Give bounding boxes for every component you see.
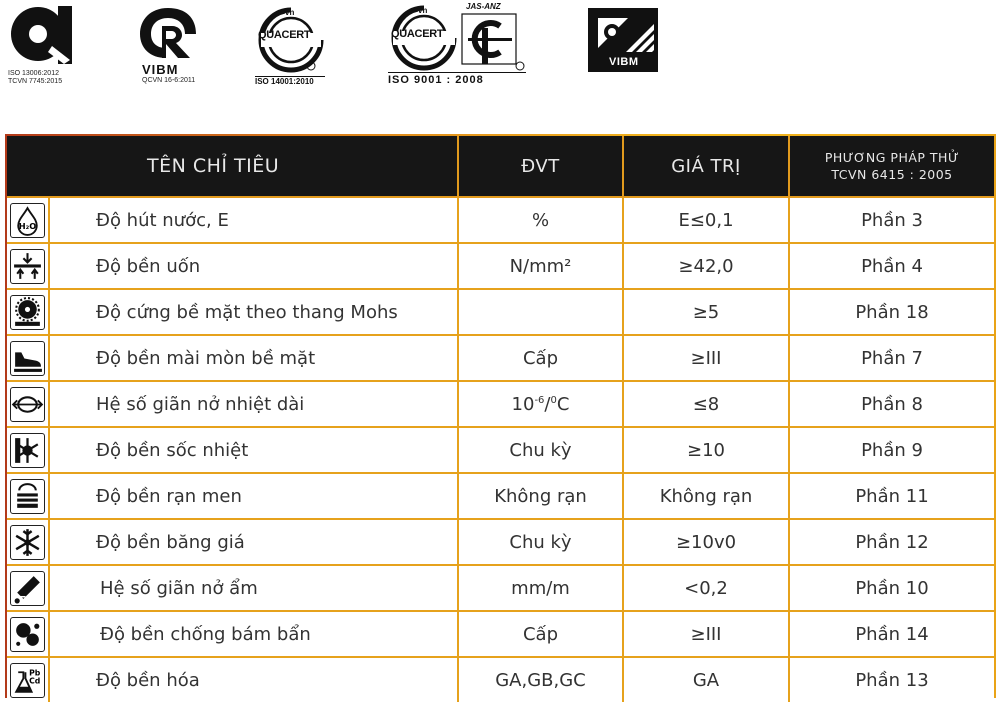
qr-mark-icon	[132, 4, 204, 60]
row-method: Phần 10	[790, 566, 994, 612]
row-name: Hệ số giãn nở ẩm	[100, 577, 258, 599]
thermal-shock-icon	[10, 433, 45, 468]
row-name: Độ bền uốn	[96, 255, 201, 277]
qa-caption-1: ISO 13006:2012	[8, 70, 59, 77]
row-value: ≥III	[624, 612, 790, 658]
table-row	[7, 566, 994, 612]
row-name: Độ cứng bề mặt theo thang Mohs	[96, 301, 398, 323]
table-row	[7, 474, 994, 520]
row-name: Hệ số giãn nở nhiệt dài	[96, 393, 305, 415]
row-method: Phần 14	[790, 612, 994, 658]
vibm-qr-mark: VIBM	[142, 62, 179, 77]
table-row	[7, 290, 994, 336]
table-header-row	[7, 136, 994, 198]
row-name: Độ bền chống bám bẩn	[100, 623, 311, 645]
row-unit: $10^{-6}/^0C$	[459, 382, 624, 428]
flask-cd-text: Cd	[29, 676, 41, 686]
stain-resistance-icon	[10, 617, 45, 652]
qa-mark-icon	[8, 4, 78, 66]
row-unit: Chu kỳ	[459, 428, 624, 474]
row-unit: mm/m	[459, 566, 624, 612]
bending-force-icon	[10, 249, 45, 284]
row-method: Phần 9	[790, 428, 994, 474]
row-method: Phần 18	[790, 290, 994, 336]
row-method: Phần 4	[790, 244, 994, 290]
row-value: Không rạn	[624, 474, 790, 520]
table-row	[7, 336, 994, 382]
row-name: Độ hút nước, E	[96, 209, 229, 231]
row-unit: Cấp	[459, 612, 624, 658]
row-unit	[459, 290, 624, 336]
row-method: Phần 11	[790, 474, 994, 520]
header-value: GIÁ TRỊ	[624, 136, 790, 198]
row-value: <0,2	[624, 566, 790, 612]
table-row	[7, 382, 994, 428]
header-name: TÊN CHỈ TIÊU	[7, 136, 459, 198]
spec-table-frame	[5, 134, 996, 698]
row-value: ≥10	[624, 428, 790, 474]
flask-pb-text: Pb	[29, 667, 41, 677]
thermal-expansion-icon	[10, 387, 45, 422]
row-unit: N/mm²	[459, 244, 624, 290]
spec-table	[7, 136, 994, 702]
row-name: Độ bền sốc nhiệt	[96, 439, 249, 461]
qa-logo	[8, 4, 78, 94]
row-value: ≥42,0	[624, 244, 790, 290]
quacert-arc-1: vn	[285, 8, 295, 17]
header-unit: ĐVT	[459, 136, 624, 198]
row-method: Phần 12	[790, 520, 994, 566]
quacert-iso14001-logo	[255, 6, 333, 94]
row-unit: Cấp	[459, 336, 624, 382]
shoe-abrasion-icon	[10, 341, 45, 376]
glaze-crazing-icon	[10, 479, 45, 514]
certification-logos	[0, 0, 1000, 100]
row-unit: Không rạn	[459, 474, 624, 520]
table-row	[7, 612, 994, 658]
row-unit: %	[459, 198, 624, 244]
saw-blade-hardness-icon	[10, 295, 45, 330]
row-unit-suffix: C	[556, 393, 570, 415]
row-name: Độ bền băng giá	[96, 531, 245, 553]
jasanz-label: JAS-ANZ	[466, 2, 501, 11]
row-value: ≤8	[624, 382, 790, 428]
row-name: Độ bền mài mòn bề mặt	[96, 347, 316, 369]
row-unit-exp: -6	[534, 394, 545, 406]
row-value: ≥5	[624, 290, 790, 336]
quacert-mark-2: QUACERT	[391, 28, 444, 40]
water-drop-h2o-icon	[10, 203, 45, 238]
row-value: E≤0,1	[624, 198, 790, 244]
quacert-jasanz-logo	[388, 2, 528, 94]
moisture-expansion-icon	[10, 571, 45, 606]
row-name: Độ bền rạn men	[96, 485, 242, 507]
table-row	[7, 658, 994, 702]
row-value: ≥10v0	[624, 520, 790, 566]
row-method: Phần 8	[790, 382, 994, 428]
row-unit-deg: 0	[550, 394, 557, 406]
header-method	[790, 136, 994, 198]
header-method-line2: TCVN 6415 : 2005	[831, 167, 953, 182]
row-unit: GA,GB,GC	[459, 658, 624, 702]
table-row	[7, 520, 994, 566]
row-method: Phần 13	[790, 658, 994, 702]
qa-caption-2: TCVN 7745:2015	[8, 78, 63, 85]
table-row	[7, 428, 994, 474]
vibm-qr-logo	[132, 4, 204, 94]
row-unit: Chu kỳ	[459, 520, 624, 566]
chemical-flask-pb-cd-icon	[10, 663, 45, 698]
row-value: GA	[624, 658, 790, 702]
header-method-line1: PHƯƠNG PHÁP THỬ	[824, 150, 960, 165]
row-unit-base: 10	[511, 393, 535, 415]
quacert-mark-1: QUACERT	[258, 29, 311, 41]
svg-text:H₂O: H₂O	[18, 220, 37, 231]
quacert-caption-1: ISO 14001:2010	[255, 77, 314, 86]
vibm-logo	[588, 8, 660, 74]
row-method: Phần 3	[790, 198, 994, 244]
vibm-mark: VIBM	[609, 56, 639, 68]
table-row	[7, 198, 994, 244]
quacert-arc-2: vn	[418, 6, 428, 15]
table-row	[7, 244, 994, 290]
vibm-qr-caption: QCVN 16-6:2011	[142, 77, 196, 84]
row-method: Phần 7	[790, 336, 994, 382]
row-name: Độ bền hóa	[96, 669, 200, 691]
iso9001-caption: ISO 9001 : 2008	[388, 72, 526, 86]
snowflake-frost-icon	[10, 525, 45, 560]
row-value: ≥III	[624, 336, 790, 382]
